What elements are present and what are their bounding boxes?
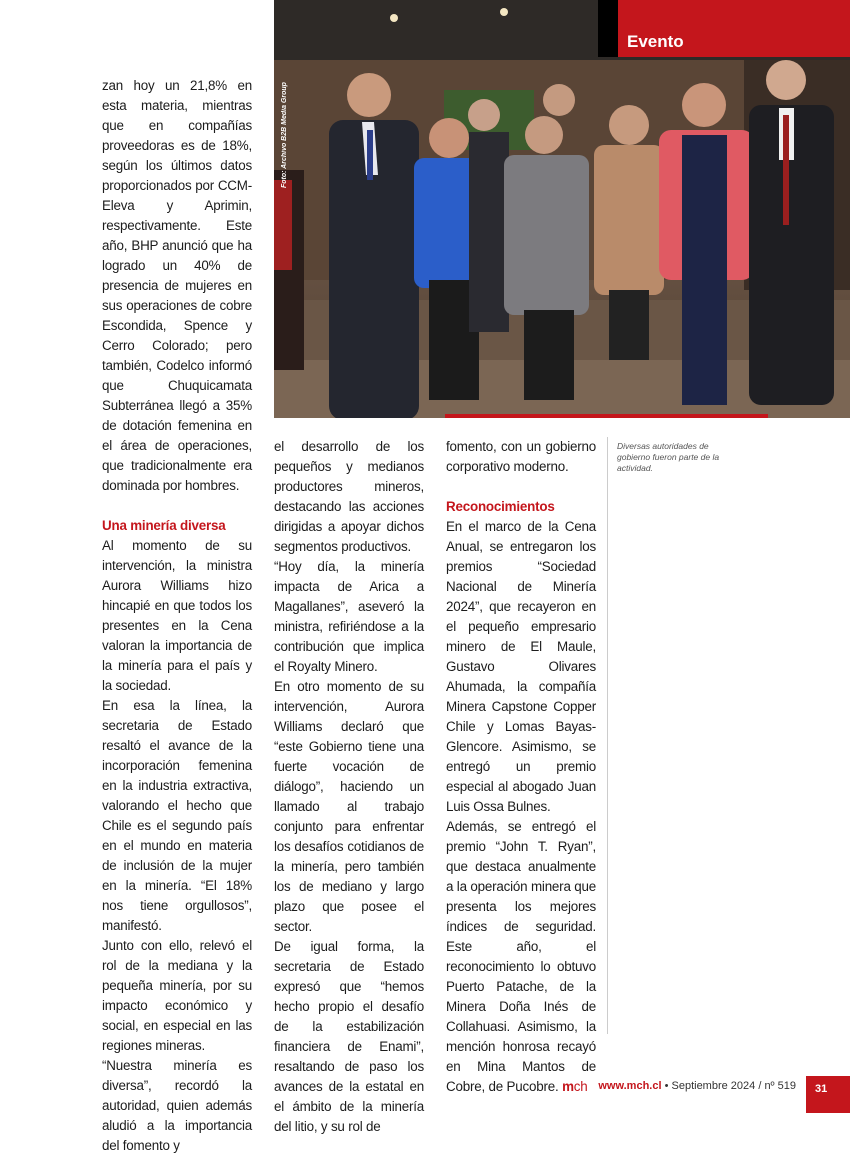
mch-end-mark-m: m <box>562 1079 574 1094</box>
paragraph: En el marco de la Cena Anual, se entregaron los premios “Sociedad Nacional de Minería 2024”, que recayeron en el pequeño empresario minero de El Maule, Gustavo Olivares Ahumada, la compañía Minera Capstone Copper Chile y Lomas Bayas-Glencore. Asimismo, se entregó un premio especial al abogado Juan Luis Ossa Bulnes. <box>446 519 596 814</box>
event-photo-illustration <box>274 0 850 418</box>
paragraph: “Hoy día, la minería impacta de Arica a Magallanes”, aseveró la ministra, refiriéndose a la contribución que implica el Royalty Minero. <box>274 559 424 674</box>
footer-url[interactable]: www.mch.cl <box>598 1080 662 1092</box>
section-tag: Evento <box>618 0 850 57</box>
caption-divider <box>607 437 608 1034</box>
page-number: 31 <box>806 1076 850 1113</box>
paragraph: En esa la línea, la secretaria de Estado resaltó el avance de la incorporación femenina en la industria extractiva, valorando el hecho que Chile es el segundo país en el mundo en materia de inclusión de la mujer en la minería. “El 18% nos tiene orgullosos”, manifestó. <box>102 698 252 933</box>
paragraph <box>446 817 596 1097</box>
footer-issue: • Septiembre 2024 / nº 519 <box>661 1080 796 1092</box>
paragraph: “Nuestra minería es diversa”, recordó la autoridad, quien además aludió a la importancia del fomento y <box>102 1058 252 1153</box>
article-column-1 <box>102 76 252 1156</box>
article-column-3 <box>446 437 596 1097</box>
subheading-reconocimientos: Reconocimientos <box>446 499 555 514</box>
paragraph: En otro momento de su intervención, Aurora Williams declaró que “este Gobierno tiene una fuerte vocación de diálogo”, haciendo un llamado al trabajo conjunto para enfrentar los desafíos cotidianos de la minería, pero también los de mediano y largo plazo que posee el sector. <box>274 679 424 934</box>
event-photo <box>274 0 850 418</box>
photo-accent-bar <box>445 414 768 418</box>
paragraph: Al momento de su intervención, la ministra Aurora Williams hizo hincapié en que todos los presentes en la Cena valoran la importancia de la minería para el país y la sociedad. <box>102 538 252 693</box>
page-footer <box>540 1080 796 1092</box>
article-column-2 <box>274 437 424 1137</box>
paragraph: zan hoy un 21,8% en esta materia, mientras que en compañías proveedoras es de 18%, según los últimos datos proporcionados por CCM-Eleva y Aprimin, respectivamente. Este año, BHP anunció que ha logrado un 40% de presencia de mujeres en sus operaciones de cobre Escondida, Spence y Cerro Colorado; pero también, Codelco informó que Chuquicamata Subterránea llegó a 35% de dotación femenina en el área de operaciones, que tradicionalmente era dominada por hombres. <box>102 78 252 493</box>
paragraph: fomento, con un gobierno corporativo moderno. <box>446 439 596 474</box>
section-tag-accent <box>598 0 618 57</box>
subheading-una-mineria-diversa: Una minería diversa <box>102 518 226 533</box>
photo-caption: Diversas autoridades de gobierno fueron parte de la actividad. <box>617 441 720 473</box>
paragraph-text: Además, se entregó el premio “John T. Ryan”, que destaca anualmente a la operación minera que presenta los mejores índices de seguridad. Este año, el reconocimiento lo obtuvo Puerto Patache, de la Minera Doña Inés de Collahuasi. Asimismo, la mención honrosa recayó en Mina Mantos de Cobre, de Pucobre. <box>446 819 596 1094</box>
photo-credit: Foto: Archivo B2B Media Group <box>281 82 288 188</box>
paragraph: Junto con ello, relevó el rol de la mediana y la pequeña minería, por su impacto económico y social, en especial en las regiones mineras. <box>102 938 252 1053</box>
paragraph: De igual forma, la secretaria de Estado expresó que “hemos hecho propio el desafío de la estabilización financiera de Enami”, resaltando de paso los avances de la estatal en el ámbito de la minería del litio, y su rol de <box>274 939 424 1134</box>
mch-end-mark-ch: ch <box>573 1079 588 1094</box>
paragraph: el desarrollo de los pequeños y medianos productores mineros, destacando las acciones dirigidas a apoyar dichos segmentos productivos. <box>274 439 424 554</box>
